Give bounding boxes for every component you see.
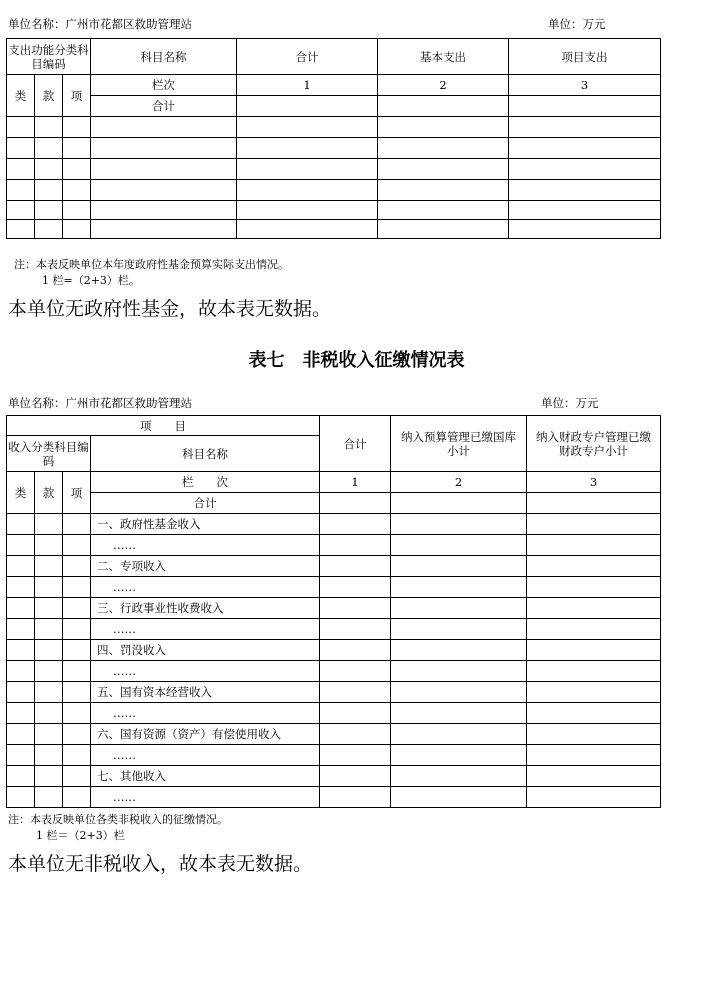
t6-col-num-3: 3	[509, 75, 661, 96]
table-row	[7, 787, 661, 808]
t7-header-lei: 类	[7, 472, 35, 514]
table-row	[7, 201, 661, 220]
t7-header-xiang: 项	[63, 472, 91, 514]
t7-unit: 单位：万元	[541, 396, 599, 410]
t7-header-kuan: 款	[35, 472, 63, 514]
page-title: 表七 非税收入征缴情况表	[248, 350, 465, 371]
t7-row-label: ……	[91, 787, 320, 808]
table-row	[7, 138, 661, 159]
t7-note-line2: 1 栏＝（2+3）栏	[36, 829, 125, 842]
t6-unit: 单位：万元	[548, 17, 606, 31]
t6-header-project: 项目支出	[509, 39, 661, 75]
t7-row-label: 三、行政事业性收费收入	[91, 598, 320, 619]
t7-header-item: 项 目	[7, 416, 320, 436]
table-row	[7, 661, 661, 682]
t7-header-treasury: 纳入预算管理已缴国库小计	[391, 416, 527, 472]
t7-row-label: ……	[91, 535, 320, 556]
table-row	[7, 724, 661, 745]
table-row	[7, 556, 661, 577]
t6-col-num-1: 1	[237, 75, 378, 96]
table-row	[7, 598, 661, 619]
t7-row-label: ……	[91, 577, 320, 598]
table-row	[7, 745, 661, 766]
t7-row-label: ……	[91, 619, 320, 640]
t7-row-label: 六、国有资源（资产）有偿使用收入	[91, 724, 320, 745]
t7-col-num-1: 1	[320, 472, 391, 493]
table-row	[7, 640, 661, 661]
t7-row-label: 一、政府性基金收入	[91, 514, 320, 535]
t7-row-total: 合计	[91, 493, 320, 514]
t7-note-line1: 注：本表反映单位各类非税收入的征缴情况。	[8, 813, 228, 826]
t6-header-xiang: 项	[63, 75, 91, 117]
table-row	[7, 619, 661, 640]
table7-nontax	[6, 415, 661, 808]
t6-no-data: 本单位无政府性基金，故本表无数据。	[8, 298, 332, 320]
t7-row-label: 七、其他收入	[91, 766, 320, 787]
t6-header-name: 科目名称	[91, 39, 237, 75]
t6-header-code: 支出功能分类科目编码	[7, 39, 91, 75]
table-row	[7, 535, 661, 556]
t7-row-label: ……	[91, 661, 320, 682]
table6-expenditure	[6, 38, 661, 239]
t7-header-total: 合计	[320, 416, 391, 472]
t7-row-label: ……	[91, 703, 320, 724]
t6-header-kuan: 款	[35, 75, 63, 117]
table-row	[7, 117, 661, 138]
table-row	[7, 682, 661, 703]
t6-row-total: 合计	[91, 96, 237, 117]
t6-unit-name: 单位名称：广州市花都区救助管理站	[8, 17, 192, 31]
t7-header-code: 收入分类科目编码	[7, 436, 91, 472]
table-row	[7, 514, 661, 535]
table-row	[7, 180, 661, 201]
t7-unit-name: 单位名称：广州市花都区救助管理站	[8, 396, 192, 410]
t7-no-data: 本单位无非税收入，故本表无数据。	[8, 853, 313, 875]
table-row	[7, 220, 661, 239]
t7-col-num-3: 3	[527, 472, 661, 493]
t6-row-lanci: 栏次	[91, 75, 237, 96]
t6-header-basic: 基本支出	[378, 39, 509, 75]
t6-header-lei: 类	[7, 75, 35, 117]
t7-header-name: 科目名称	[91, 436, 320, 472]
table-row	[7, 159, 661, 180]
t6-col-num-2: 2	[378, 75, 509, 96]
t7-row-label: 四、罚没收入	[91, 640, 320, 661]
table-row	[7, 703, 661, 724]
t7-row-label: 五、国有资本经营收入	[91, 682, 320, 703]
t6-note-line2: 1 栏=（2+3）栏。	[42, 274, 140, 287]
t7-header-special: 纳入财政专户管理已缴财政专户小计	[527, 416, 661, 472]
t7-row-label: 二、专项收入	[91, 556, 320, 577]
t6-note-line1: 注：本表反映单位本年度政府性基金预算实际支出情况。	[14, 258, 289, 271]
t6-header-total: 合计	[237, 39, 378, 75]
table-row	[7, 766, 661, 787]
t7-row-lanci: 栏 次	[91, 472, 320, 493]
table-row	[7, 577, 661, 598]
t7-row-label: ……	[91, 745, 320, 766]
t7-col-num-2: 2	[391, 472, 527, 493]
